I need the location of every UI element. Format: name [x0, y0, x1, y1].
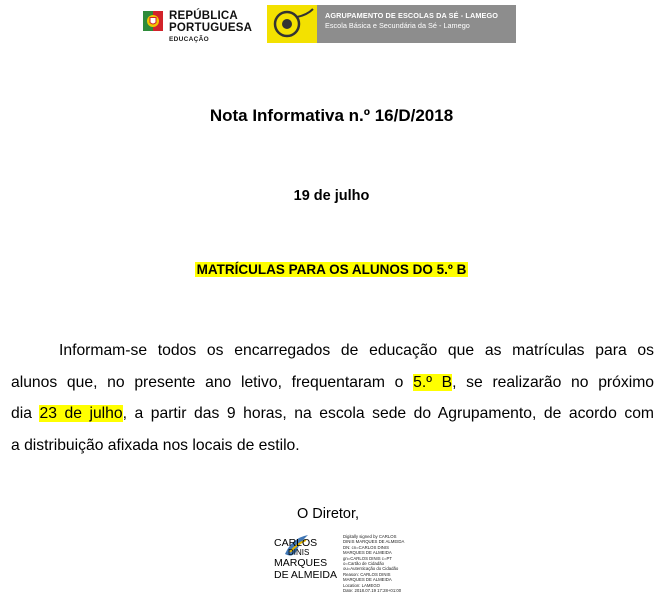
body-line-3 — [11, 398, 654, 430]
school-group-text — [317, 5, 516, 43]
signature-detail-line: Date: 2018.07.19 17:28+01:00 — [343, 588, 402, 594]
body-text-segment: Informam-se todos os encarregados de educação que as matrículas para os — [59, 342, 654, 359]
body-text-segment: alunos que, no presente ano letivo, frequentaram o — [11, 373, 414, 391]
body-line-4 — [11, 430, 654, 462]
school-name: Escola Básica e Secundária da Sé - Lamego — [325, 21, 470, 30]
signer-name-line: MARQUES — [274, 557, 328, 569]
signature-detail-line: MARQUES DE ALMEIDA — [343, 577, 392, 583]
signature-details — [343, 534, 413, 593]
body-text-segment: a distribuição afixada nos locais de estilo. — [11, 436, 300, 454]
republica-portuguesa-text — [169, 10, 252, 34]
document-title: Nota Informativa n.º 16/D/2018 — [209, 106, 454, 125]
school-group-emblem-icon — [267, 5, 317, 43]
school-group-banner — [267, 5, 516, 43]
republic-line2: PORTUGUESA — [169, 22, 253, 34]
highlighted-class: 5.º B — [413, 373, 453, 391]
body-text-segment: , se realizarão no próximo — [452, 373, 654, 391]
highlighted-date: 23 de julho — [39, 405, 123, 422]
school-group-logo — [267, 5, 317, 43]
signature-detail-line: MARQUES DE ALMEIDA — [343, 550, 392, 556]
subject-line — [0, 261, 663, 279]
closing-director: O Diretor, — [297, 506, 360, 522]
republica-portuguesa-logo — [141, 9, 251, 43]
signature-detail-line: o=Cartão de Cidadão — [343, 561, 384, 567]
document-date: 19 de julho — [293, 188, 370, 204]
signature-detail-line: Reason: CARLOS DINIS — [343, 571, 391, 577]
digital-signature — [274, 532, 414, 602]
body-line-1 — [11, 335, 654, 367]
document-header — [0, 5, 663, 43]
education-label: EDUCAÇÃO — [169, 36, 209, 43]
signer-name-line: DE ALMEIDA — [274, 569, 338, 581]
signer-name-line: DINIS — [288, 548, 310, 557]
body-text-segment: , a partir das 9 horas, na escola sede do Agrupamento, de acordo com — [122, 405, 655, 422]
signature-detail-line: ou=Autenticação do Cidadão — [343, 566, 399, 572]
body-line-2 — [11, 367, 654, 399]
document-subject: MATRÍCULAS PARA OS ALUNOS DO 5.º B — [196, 262, 467, 277]
signature-detail-line: gn=CARLOS DINIS c=PT — [343, 555, 392, 561]
document-body — [11, 335, 654, 461]
signature-detail-line: Digitally signed by CARLOS — [343, 534, 397, 539]
signer-name-line: CARLOS — [274, 537, 318, 549]
portugal-emblem-icon — [141, 9, 165, 33]
signature-detail-line: DN: cn=CARLOS DINIS — [343, 544, 389, 550]
signature-detail-line: DINIS MARQUES DE ALMEIDA — [343, 539, 405, 545]
school-group-name: AGRUPAMENTO DE ESCOLAS DA SÉ - LAMEGO — [325, 11, 499, 20]
signer-name — [274, 537, 337, 581]
body-text-segment: dia — [11, 405, 40, 422]
signature-detail-line: Location: LAMEGO — [343, 582, 381, 588]
republic-line1: REPÚBLICA — [169, 10, 238, 22]
